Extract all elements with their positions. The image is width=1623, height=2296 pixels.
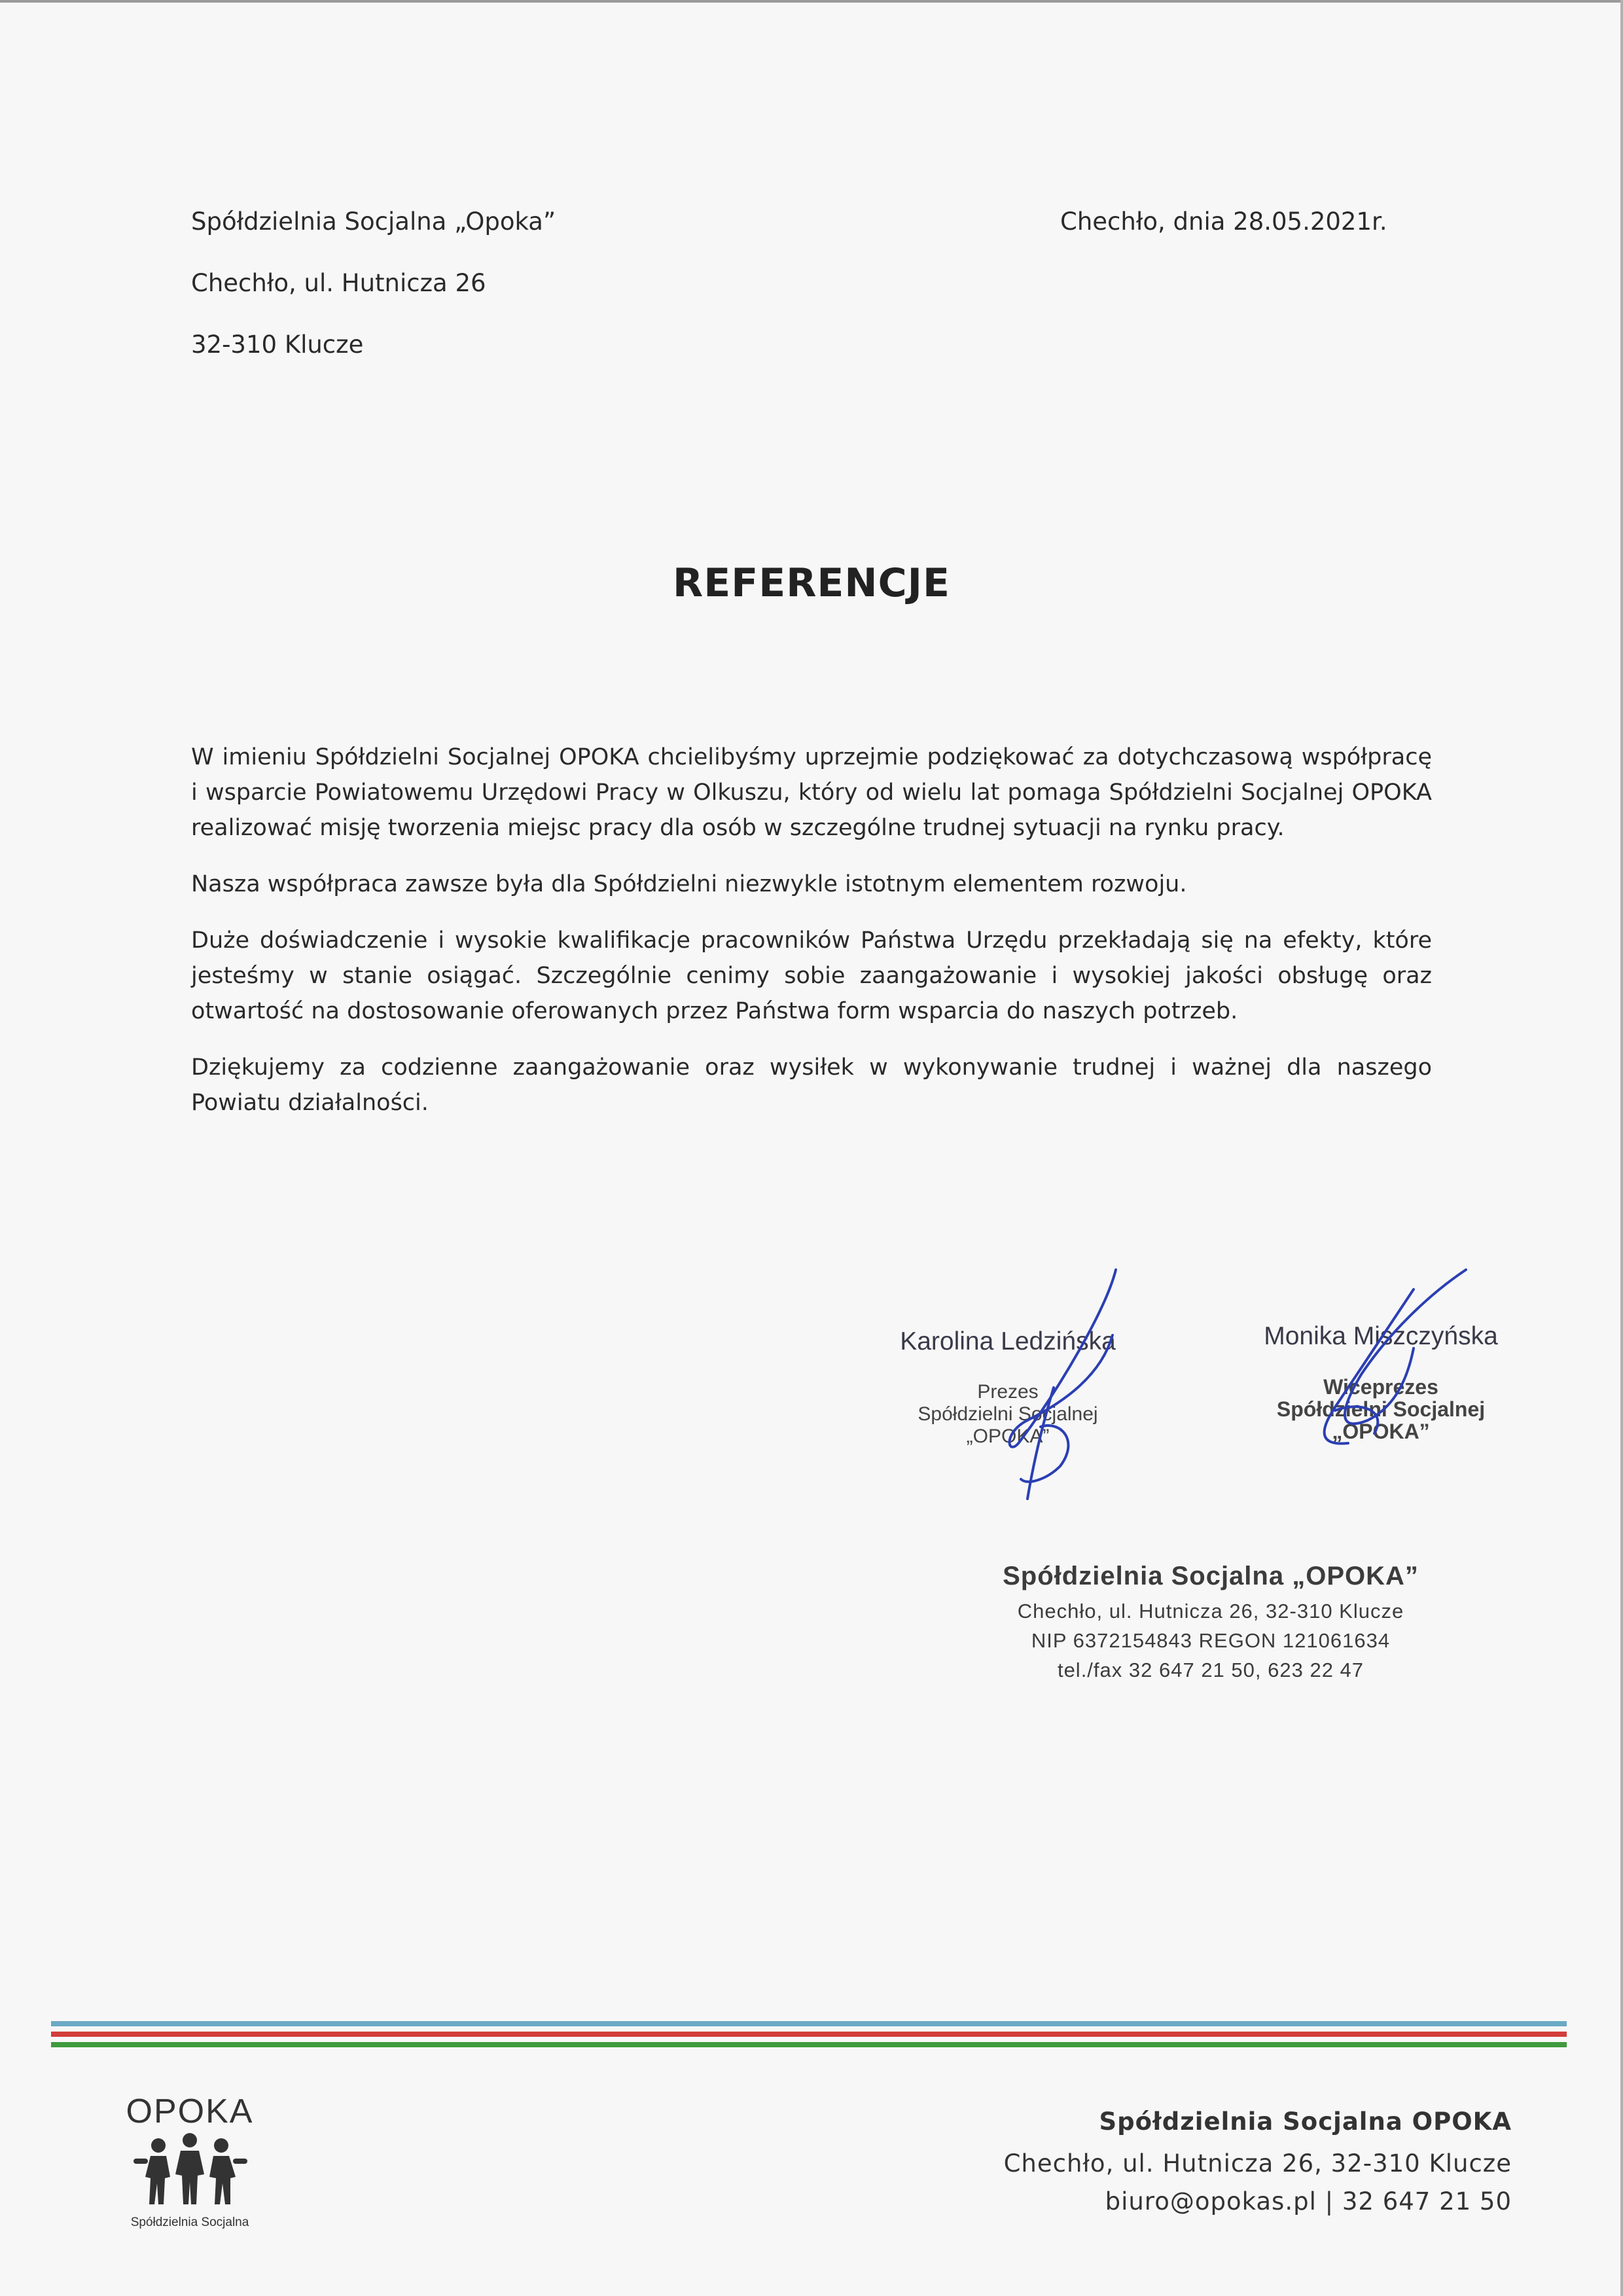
signatory-name: Karolina Ledzińska bbox=[900, 1327, 1116, 1355]
sender-name: Spółdzielnia Socjalna „Opoka” bbox=[191, 207, 556, 236]
paragraph-2: Nasza współpraca zawsze była dla Spółdzielni niezwykle istotnym elementem rozwoju. bbox=[191, 871, 1187, 897]
sender-street: Chechło, ul. Hutnicza 26 bbox=[191, 269, 486, 297]
opoka-logo bbox=[105, 2092, 275, 2230]
stamp-company-name: Spółdzielnia Socjalna „OPOKA” bbox=[1003, 1562, 1419, 1590]
paragraph-1: W imieniu Spółdzielni Socjalnej OPOKA chcielibyśmy uprzejmie podziękować za dotychczasową współpracę i wsparcie Powiatowemu Urzędowi Pracy w Olkuszu, który od wielu lat pomaga Spółdzielni Socjalnej OPOKA realizować misję tworzenia miejsc pracy dla osób w szczególne trudnej sytuacji na rynku pracy. bbox=[191, 744, 1432, 841]
logo-subtitle: Spółdzielnia Socjalna bbox=[130, 2215, 249, 2229]
footer-contact bbox=[1004, 2108, 1512, 2221]
stamp-address: Chechło, ul. Hutnicza 26, 32-310 Klucze bbox=[1017, 1600, 1404, 1623]
signatory-org-line2: „OPOKA” bbox=[1332, 1420, 1430, 1443]
stamp-phone: tel./fax 32 647 21 50, 623 22 47 bbox=[1057, 1659, 1364, 1681]
signatory-role: Wiceprezes bbox=[1323, 1375, 1438, 1399]
company-stamp bbox=[969, 1562, 1453, 1685]
footer-company-name: Spółdzielnia Socjalna OPOKA bbox=[1099, 2108, 1512, 2136]
signatory-org-line1: Spółdzielni Socjalnej bbox=[1276, 1397, 1486, 1421]
date-line: Chechło, dnia 28.05.2021r. bbox=[1060, 207, 1387, 236]
handwritten-signature-1 bbox=[982, 1270, 1152, 1518]
people-figures-icon bbox=[124, 2131, 255, 2210]
footer-address: Chechło, ul. Hutnicza 26, 32-310 Klucze bbox=[1003, 2149, 1512, 2178]
sender-address bbox=[191, 191, 556, 376]
footer-stripe-blue bbox=[51, 2021, 1567, 2026]
signatory-name: Monika Miszczyńska bbox=[1264, 1322, 1498, 1350]
handwritten-signature-2 bbox=[1309, 1270, 1479, 1460]
document-title: REFERENCJE bbox=[673, 560, 950, 606]
footer-email-phone: biuro@opokas.pl | 32 647 21 50 bbox=[1105, 2187, 1512, 2215]
footer-stripe-green bbox=[51, 2042, 1567, 2047]
sender-city: 32-310 Klucze bbox=[191, 331, 364, 359]
stamp-ids: NIP 6372154843 REGON 121061634 bbox=[1031, 1629, 1391, 1652]
footer-stripe-red bbox=[51, 2032, 1567, 2037]
letter-body bbox=[191, 740, 1432, 1141]
paragraph-4: Dziękujemy za codzienne zaangażowanie oraz wysiłek w wykonywanie trudnej i ważnej dla naszego Powiatu działalności. bbox=[191, 1054, 1432, 1116]
logo-wordmark: OPOKA bbox=[126, 2092, 254, 2130]
signatory-org-line1: Spółdzielni Socjalnej bbox=[918, 1403, 1098, 1425]
signatory-org-line2: „OPOKA” bbox=[966, 1426, 1050, 1447]
scan-edge-right bbox=[1620, 0, 1623, 2296]
scan-edge-top bbox=[0, 0, 1623, 3]
signatory-role: Prezes bbox=[977, 1381, 1039, 1403]
paragraph-3: Duże doświadczenie i wysokie kwalifikacje pracowników Państwa Urzędu przekładają się na efekty, które jesteśmy w stanie osiągać. Szczególnie cenimy sobie zaangażowanie i wysokiej jakości obsługę oraz otwartość na dostosowanie oferowanych przez Państwa form wsparcia do naszych potrzeb. bbox=[191, 927, 1432, 1024]
